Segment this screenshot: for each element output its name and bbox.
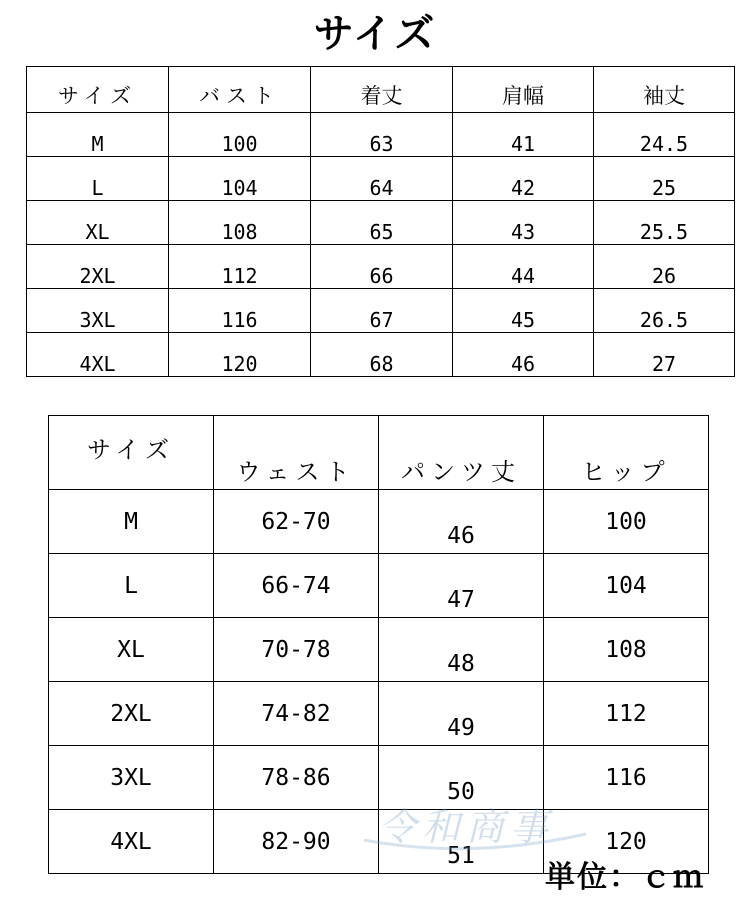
table-row <box>27 113 735 157</box>
table-cell: XL <box>27 201 169 245</box>
table-cell: 116 <box>169 289 311 333</box>
table-cell: 47 <box>379 554 544 618</box>
table-cell: 45 <box>453 289 594 333</box>
table-cell: 3XL <box>27 289 169 333</box>
table-row <box>49 618 709 682</box>
table-cell: XL <box>49 618 214 682</box>
table-cell: 4XL <box>49 810 214 874</box>
bottom-header-pants-length: パンツ丈 <box>379 416 544 490</box>
top-header-sleeve: 袖丈 <box>594 67 735 113</box>
table-row <box>27 157 735 201</box>
table-cell: 62-70 <box>214 490 379 554</box>
table-cell: 120 <box>169 333 311 377</box>
table-cell: 100 <box>544 490 709 554</box>
table-cell: 63 <box>311 113 453 157</box>
table-cell: 26 <box>594 245 735 289</box>
table-row <box>27 245 735 289</box>
table-cell: 108 <box>544 618 709 682</box>
table-row <box>49 746 709 810</box>
table-cell: 68 <box>311 333 453 377</box>
table-cell: 24.5 <box>594 113 735 157</box>
top-header-length: 着丈 <box>311 67 453 113</box>
table-cell: 41 <box>453 113 594 157</box>
bottom-header-size: サイズ <box>49 416 214 490</box>
bottom-size-table <box>48 415 709 874</box>
table-cell: 70-78 <box>214 618 379 682</box>
table-cell: 112 <box>544 682 709 746</box>
top-size-table <box>26 66 735 377</box>
top-header-bust: バスト <box>169 67 311 113</box>
table-row <box>49 554 709 618</box>
table-cell: 27 <box>594 333 735 377</box>
table-cell: 42 <box>453 157 594 201</box>
table-cell: 44 <box>453 245 594 289</box>
table-cell: 3XL <box>49 746 214 810</box>
table-cell: 43 <box>453 201 594 245</box>
table-cell: 78-86 <box>214 746 379 810</box>
table-cell: 74-82 <box>214 682 379 746</box>
top-header-shoulder: 肩幅 <box>453 67 594 113</box>
table-cell: L <box>27 157 169 201</box>
table-cell: 116 <box>544 746 709 810</box>
table-cell: 25 <box>594 157 735 201</box>
table-cell: 120 <box>544 810 709 874</box>
bottom-header-hip: ヒップ <box>544 416 709 490</box>
table-row <box>49 490 709 554</box>
bottom-header-waist: ウェスト <box>214 416 379 490</box>
top-header-size: サイズ <box>27 67 169 113</box>
table-cell: M <box>49 490 214 554</box>
table-cell: 4XL <box>27 333 169 377</box>
table-cell: 48 <box>379 618 544 682</box>
table-cell: 82-90 <box>214 810 379 874</box>
bottom-table-header-row <box>49 416 709 490</box>
table-cell: L <box>49 554 214 618</box>
table-cell: 2XL <box>27 245 169 289</box>
table-cell: 67 <box>311 289 453 333</box>
table-row <box>27 289 735 333</box>
table-cell: 25.5 <box>594 201 735 245</box>
table-row <box>27 333 735 377</box>
table-row <box>27 201 735 245</box>
table-cell: 2XL <box>49 682 214 746</box>
table-cell: 51 <box>379 810 544 874</box>
table-cell: 65 <box>311 201 453 245</box>
table-cell: M <box>27 113 169 157</box>
unit-label: 単位：ｃｍ <box>545 860 705 895</box>
table-cell: 46 <box>379 490 544 554</box>
table-cell: 64 <box>311 157 453 201</box>
table-cell: 49 <box>379 682 544 746</box>
table-cell: 50 <box>379 746 544 810</box>
table-row <box>49 682 709 746</box>
table-cell: 26.5 <box>594 289 735 333</box>
table-cell: 108 <box>169 201 311 245</box>
table-cell: 104 <box>169 157 311 201</box>
table-cell: 104 <box>544 554 709 618</box>
top-table-header-row <box>27 67 735 113</box>
table-cell: 100 <box>169 113 311 157</box>
table-cell: 112 <box>169 245 311 289</box>
page-title: サイズ <box>313 11 437 57</box>
watermark-text: 令和商事 <box>378 805 555 849</box>
table-cell: 46 <box>453 333 594 377</box>
table-cell: 66 <box>311 245 453 289</box>
table-cell: 66-74 <box>214 554 379 618</box>
